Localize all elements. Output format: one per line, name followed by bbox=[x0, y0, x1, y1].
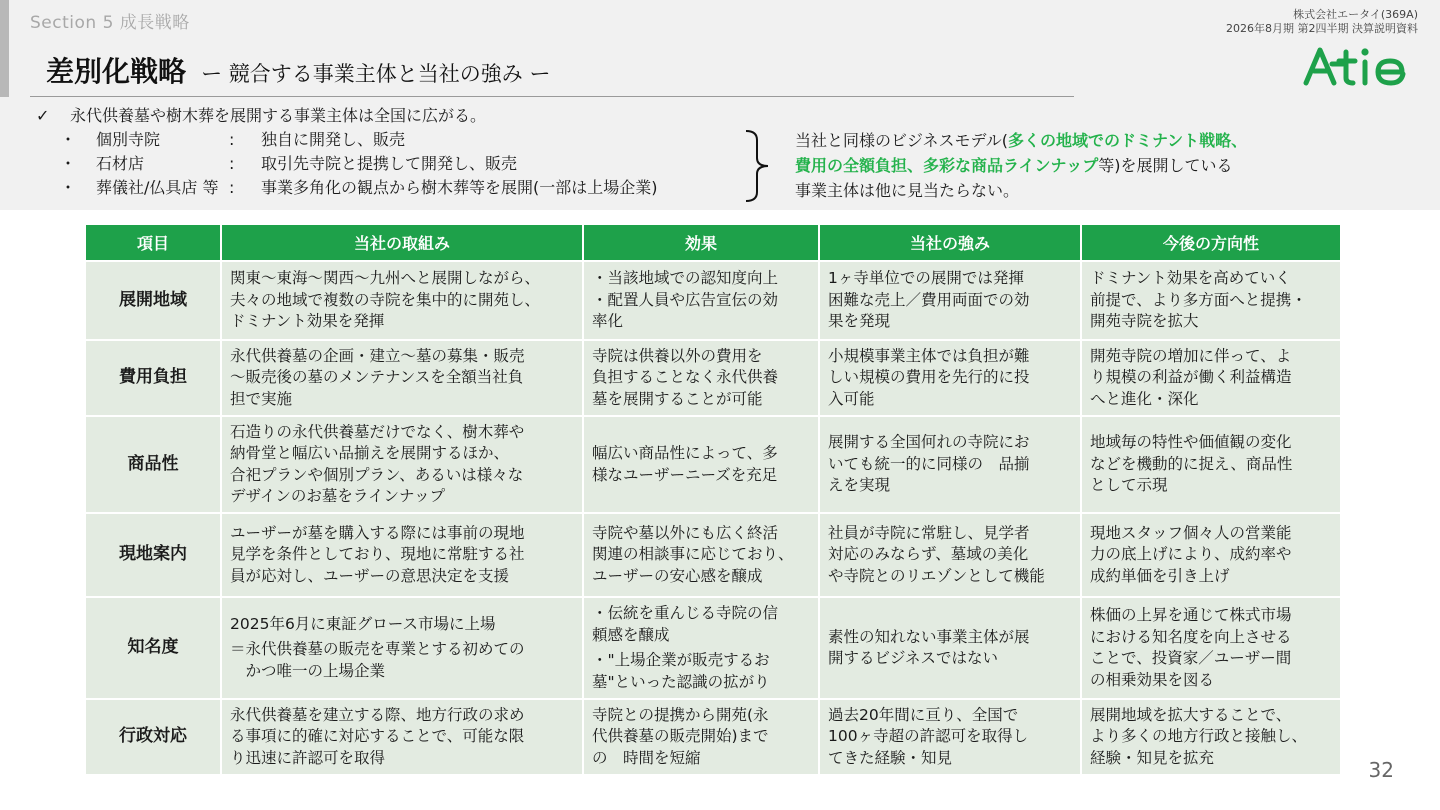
item-cell: 展開地域 bbox=[85, 261, 221, 340]
bullet-dot: ・ bbox=[59, 154, 76, 173]
cell-text-line: 経験・知見を拡充 bbox=[1090, 748, 1215, 767]
cell-text-line: 展開する全国何れの寺院にお bbox=[828, 433, 1030, 452]
conclusion-line-3: 事業主体は他に見当たらない。 bbox=[795, 181, 1020, 200]
cell-text-line: 員が応対し、ユーザーの意思決定を支援 bbox=[230, 566, 510, 585]
competitor-item bbox=[36, 176, 658, 200]
cell-text-line: ・当該地域での認知度向上 bbox=[592, 269, 779, 288]
cell-text-line: 100ヶ寺超の許認可を取得し bbox=[828, 727, 1029, 746]
cell-text-line: 墓"といった認識の拡がり bbox=[592, 672, 770, 691]
title-divider bbox=[30, 96, 1074, 97]
header-effect: 効果 bbox=[583, 224, 819, 261]
cell-text-line: デザインのお墓をラインナップ bbox=[230, 487, 446, 505]
competitor-type: 石材店 bbox=[96, 154, 145, 173]
cell-text-line: ことで、投資家／ユーザー間 bbox=[1090, 649, 1292, 667]
bullet-dot: ・ bbox=[59, 178, 76, 197]
intro-main-text: 永代供養墓や樹木葬を展開する事業主体は全国に広がる。 bbox=[70, 106, 487, 125]
table-row bbox=[85, 416, 1341, 513]
main-title: 差別化戦略 bbox=[46, 55, 187, 88]
cell-text-line: 入可能 bbox=[828, 389, 875, 408]
conclusion-line-1: 当社と同様のビジネスモデル(多くの地域でのドミナント戦略、 bbox=[795, 131, 1248, 150]
cell-text-line: などを機動的に捉え、商品性 bbox=[1090, 454, 1293, 473]
cell-text-line: り迅速に許認可を取得 bbox=[230, 748, 386, 767]
cell-text-line: いても統一的に同様の 品揃 bbox=[828, 454, 1030, 473]
initiative-cell bbox=[221, 597, 583, 699]
table-row bbox=[85, 597, 1341, 699]
highlight-text: 多くの地域でのドミナント戦略、 bbox=[1007, 131, 1248, 150]
intro-bullets bbox=[36, 104, 658, 200]
cell-text-line: 現地スタッフ個々人の営業能 bbox=[1090, 523, 1292, 542]
cell-text-line: 永代供養墓を建立する際、地方行政の求め bbox=[230, 705, 525, 724]
header-initiative: 当社の取組み bbox=[221, 224, 583, 261]
effect-cell bbox=[583, 416, 819, 513]
strength-cell bbox=[819, 597, 1081, 699]
strength-cell bbox=[819, 416, 1081, 513]
strength-cell bbox=[819, 261, 1081, 340]
cell-text-line: 永代供養墓の企画・建立〜墓の募集・販売 bbox=[230, 346, 525, 365]
direction-cell bbox=[1081, 513, 1341, 597]
strength-cell bbox=[819, 699, 1081, 775]
cell-text-line: 開苑寺院の増加に伴って、よ bbox=[1090, 346, 1292, 365]
separator: : bbox=[229, 154, 235, 173]
header-direction: 今後の方向性 bbox=[1081, 224, 1341, 261]
competitor-desc: 取引先寺院と提携して開発し、販売 bbox=[261, 154, 518, 173]
cell-text-line: えを実現 bbox=[828, 476, 891, 495]
cell-text-line: かつ唯一の上場企業 bbox=[230, 661, 386, 680]
initiative-cell bbox=[221, 513, 583, 597]
cell-text-line: の相乗効果を図る bbox=[1090, 670, 1215, 689]
conclusion-line-2: 費用の全額負担、多彩な商品ラインナップ等)を展開している bbox=[795, 156, 1233, 175]
cell-text-line: 開するビジネスではない bbox=[828, 649, 999, 667]
direction-cell bbox=[1081, 261, 1341, 340]
cell-text-line: ユーザーの安心感を醸成 bbox=[592, 566, 763, 585]
header-strength: 当社の強み bbox=[819, 224, 1081, 261]
cell-text-line: 夫々の地域で複数の寺院を集中的に開苑し、 bbox=[230, 290, 541, 309]
cell-text-line: ＝永代供養墓の販売を専業とする初めての bbox=[230, 640, 525, 659]
cell-text-line: 見学を条件としており、現地に常駐する社 bbox=[230, 545, 525, 564]
competitor-desc: 独自に開発し、販売 bbox=[261, 130, 406, 149]
initiative-cell bbox=[221, 699, 583, 775]
slide-title bbox=[46, 50, 550, 90]
competitor-type: 葬儀社/仏具店 等 bbox=[96, 178, 219, 197]
table-row bbox=[85, 261, 1341, 340]
intro-conclusion bbox=[795, 128, 1247, 203]
cell-text-line: 石造りの永代供養墓だけでなく、樹木葬や bbox=[230, 422, 525, 441]
intro-main-bullet bbox=[36, 104, 658, 128]
cell-text-line: 納骨堂と幅広い品揃えを展開するほか、 bbox=[230, 444, 510, 462]
sub-title: ー 競合する事業主体と当社の強み ー bbox=[201, 62, 551, 86]
cell-text-line: 成約単価を引き上げ bbox=[1090, 566, 1230, 585]
document-name: 2026年8月期 第2四半期 決算説明資料 bbox=[1226, 22, 1418, 35]
cell-text-line: として示現 bbox=[1090, 476, 1168, 495]
item-cell: 商品性 bbox=[85, 416, 221, 513]
strengths-table bbox=[84, 223, 1342, 776]
highlight-text: 費用の全額負担、多彩な商品ラインナップ bbox=[795, 156, 1099, 175]
cell-text-line: 担で実施 bbox=[230, 389, 293, 408]
table-row bbox=[85, 513, 1341, 597]
item-cell: 現地案内 bbox=[85, 513, 221, 597]
atie-logo bbox=[1303, 44, 1407, 88]
cell-text-line: る事項に的確に対応することで、可能な限 bbox=[230, 727, 525, 746]
cell-text-line: 1ヶ寺単位での展開では発揮 bbox=[828, 269, 1024, 288]
competitor-type: 個別寺院 bbox=[96, 130, 161, 149]
cell-text-line: 素性の知れない事業主体が展 bbox=[828, 627, 1030, 646]
strength-cell bbox=[819, 513, 1081, 597]
cell-text-line: や寺院とのリエゾンとして機能 bbox=[828, 566, 1045, 585]
table-header-row bbox=[85, 224, 1341, 261]
item-cell: 行政対応 bbox=[85, 699, 221, 775]
cell-text-line: へと進化・深化 bbox=[1090, 389, 1199, 408]
section-label: Section 5 成長戦略 bbox=[30, 13, 190, 33]
cell-text-line: ユーザーが墓を購入する際には事前の現地 bbox=[230, 523, 525, 542]
company-name: 株式会社エータイ(369A) bbox=[1293, 8, 1418, 21]
cell-text-line: てきた経験・知見 bbox=[828, 748, 953, 767]
cell-text-line: 困難な売上／費用両面での効 bbox=[828, 290, 1030, 309]
cell-text-line: 対応のみならず、墓域の美化 bbox=[828, 545, 1029, 564]
separator: : bbox=[229, 130, 235, 149]
cell-text-line: 2025年6月に東証グロース市場に上場 bbox=[230, 614, 496, 633]
direction-cell bbox=[1081, 416, 1341, 513]
cell-text-line: 展開地域を拡大することで、 bbox=[1090, 705, 1292, 724]
effect-cell bbox=[583, 699, 819, 775]
cell-text-line: 社員が寺院に常駐し、見学者 bbox=[828, 523, 1030, 542]
item-cell: 費用負担 bbox=[85, 340, 221, 416]
header-item: 項目 bbox=[85, 224, 221, 261]
direction-cell bbox=[1081, 340, 1341, 416]
effect-cell bbox=[583, 340, 819, 416]
cell-text-line: 力の底上げにより、成約率や bbox=[1090, 545, 1292, 564]
item-cell: 知名度 bbox=[85, 597, 221, 699]
table-row bbox=[85, 340, 1341, 416]
effect-cell bbox=[583, 513, 819, 597]
cell-text-line: ・"上場企業が販売するお bbox=[592, 651, 770, 669]
checkmark-icon: ✓ bbox=[36, 106, 50, 125]
initiative-cell bbox=[221, 340, 583, 416]
separator: : bbox=[229, 178, 235, 197]
section-accent-bar bbox=[0, 0, 9, 97]
cell-text-line: 関連の相談事に応じており、 bbox=[592, 545, 794, 564]
cell-text-line: 寺院や墓以外にも広く終活 bbox=[592, 523, 779, 542]
effect-cell bbox=[583, 261, 819, 340]
table-row bbox=[85, 699, 1341, 775]
cell-text-line: 代供養墓の販売開始)まで bbox=[592, 727, 769, 746]
cell-text-line: 寺院は供養以外の費用を bbox=[592, 346, 763, 365]
initiative-cell bbox=[221, 416, 583, 513]
cell-text-line: 果を発現 bbox=[828, 312, 891, 331]
cell-text-line: の 時間を短縮 bbox=[592, 748, 701, 767]
direction-cell bbox=[1081, 597, 1341, 699]
strength-cell bbox=[819, 340, 1081, 416]
cell-text-line: 〜販売後の墓のメンテナンスを全額当社負 bbox=[230, 368, 524, 387]
cell-text-line: 幅広い商品性によって、多 bbox=[592, 444, 778, 462]
cell-text-line: 地域毎の特性や価値観の変化 bbox=[1090, 433, 1292, 452]
company-info bbox=[1226, 8, 1418, 36]
cell-text-line: における知名度を向上させる bbox=[1090, 627, 1292, 646]
cell-text-line: 過去20年間に亘り、全国で bbox=[828, 705, 1019, 724]
cell-text-line: ・伝統を重んじる寺院の信 bbox=[592, 604, 779, 622]
cell-text-line: 負担することなく永代供養 bbox=[592, 368, 779, 387]
cell-text-line: 寺院との提携から開苑(永 bbox=[592, 705, 769, 724]
cell-text-line: ドミナント効果を発揮 bbox=[230, 312, 385, 331]
cell-text-line: 頼感を醸成 bbox=[592, 625, 670, 644]
effect-cell bbox=[583, 597, 819, 699]
cell-text-line: り規模の利益が働く利益構造 bbox=[1090, 368, 1292, 387]
direction-cell bbox=[1081, 699, 1341, 775]
cell-text-line: より多くの地方行政と接触し、 bbox=[1090, 727, 1308, 746]
bullet-dot: ・ bbox=[59, 130, 76, 149]
cell-text-line: 様なユーザーニーズを充足 bbox=[592, 465, 778, 484]
cell-text-line: ドミナント効果を高めていく bbox=[1090, 269, 1291, 288]
page-number: 32 bbox=[1368, 758, 1394, 782]
competitor-desc: 事業多角化の観点から樹木葬等を展開(一部は上場企業) bbox=[261, 178, 658, 197]
cell-text-line: 率化 bbox=[592, 312, 624, 331]
cell-text-line: ・配置人員や広告宣伝の効 bbox=[592, 290, 779, 309]
competitor-item bbox=[36, 152, 658, 176]
cell-text-line: しい規模の費用を先行的に投 bbox=[828, 368, 1030, 387]
right-brace-icon bbox=[742, 128, 772, 204]
competitor-item bbox=[36, 128, 658, 152]
cell-text-line: 関東〜東海〜関西〜九州へと展開しながら、 bbox=[230, 269, 541, 288]
cell-text-line: 前提で、より多方面へと提携・ bbox=[1090, 290, 1307, 309]
cell-text-line: 合祀プランや個別プラン、あるいは様々な bbox=[230, 465, 524, 484]
cell-text-line: 墓を展開することが可能 bbox=[592, 389, 763, 408]
initiative-cell bbox=[221, 261, 583, 340]
cell-text-line: 小規模事業主体では負担が難 bbox=[828, 346, 1030, 365]
cell-text-line: 開苑寺院を拡大 bbox=[1090, 312, 1199, 331]
cell-text-line: 株価の上昇を通じて株式市場 bbox=[1090, 606, 1292, 624]
